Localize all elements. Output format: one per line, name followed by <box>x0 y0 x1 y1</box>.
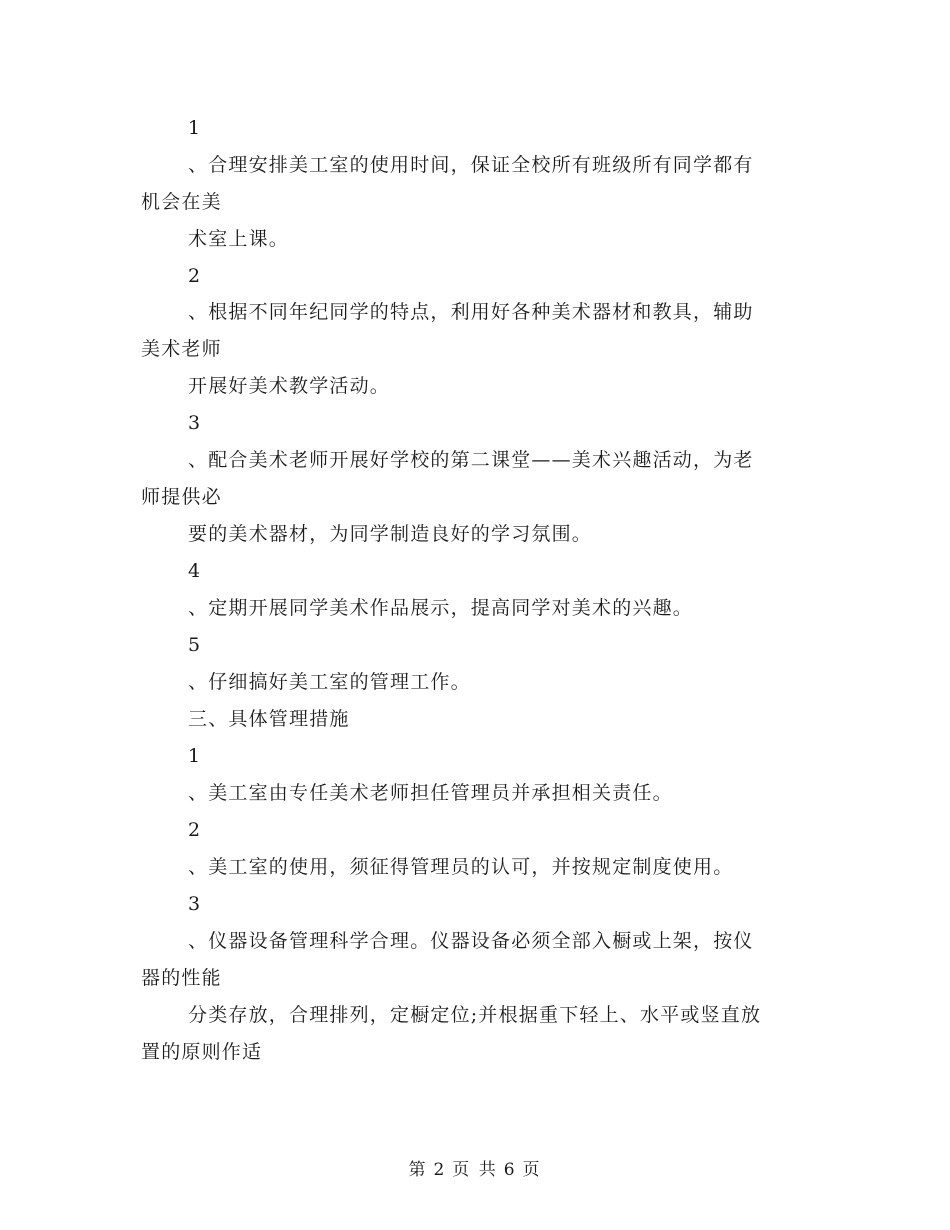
page-footer <box>0 1155 950 1180</box>
page-label-mid: 页 共 <box>452 1160 498 1180</box>
paragraph-line: 、合理安排美工室的使用时间，保证全校所有班级所有同学都有 <box>188 154 754 176</box>
paragraph-line: 美术老师 <box>141 338 222 360</box>
list-number: 2 <box>188 265 202 287</box>
list-number: 1 <box>188 745 202 767</box>
section-heading: 三、具体管理措施 <box>188 708 350 730</box>
page-label-suffix: 页 <box>522 1160 542 1180</box>
paragraph-line: 、仔细搞好美工室的管理工作。 <box>188 671 471 693</box>
paragraph-line: 器的性能 <box>141 967 222 989</box>
paragraph-line: 要的美术器材，为同学制造良好的学习氛围。 <box>188 523 593 545</box>
paragraph-line: 术室上课。 <box>188 228 290 250</box>
page-label-prefix: 第 <box>408 1160 428 1180</box>
current-page-number: 2 <box>433 1160 447 1180</box>
paragraph-line: 分类存放，合理排列，定橱定位;并根据重下轻上、水平或竖直放 <box>188 1004 762 1026</box>
list-number: 3 <box>188 412 202 434</box>
list-number: 1 <box>188 117 202 139</box>
paragraph-line: 置的原则作适 <box>141 1041 263 1063</box>
total-pages-number: 6 <box>503 1160 517 1180</box>
paragraph-line: 、美工室的使用，须征得管理员的认可，并按规定制度使用。 <box>188 856 734 878</box>
paragraph-line: 开展好美术教学活动。 <box>188 375 391 397</box>
paragraph-line: 、配合美术老师开展好学校的第二课堂——美术兴趣活动，为老 <box>188 449 754 471</box>
list-number: 2 <box>188 819 202 841</box>
list-number: 4 <box>188 560 202 582</box>
paragraph-line: 、定期开展同学美术作品展示，提高同学对美术的兴趣。 <box>188 597 694 619</box>
paragraph-line: 师提供必 <box>141 486 222 508</box>
paragraph-line: 机会在美 <box>141 191 222 213</box>
paragraph-line: 、美工室由专任美术老师担任管理员并承担相关责任。 <box>188 782 673 804</box>
paragraph-line: 、仪器设备管理科学合理。仪器设备必须全部入橱或上架，按仪 <box>188 930 754 952</box>
paragraph-line: 、根据不同年纪同学的特点，利用好各种美术器材和教具，辅助 <box>188 301 754 323</box>
list-number: 3 <box>188 893 202 915</box>
list-number: 5 <box>188 634 202 656</box>
